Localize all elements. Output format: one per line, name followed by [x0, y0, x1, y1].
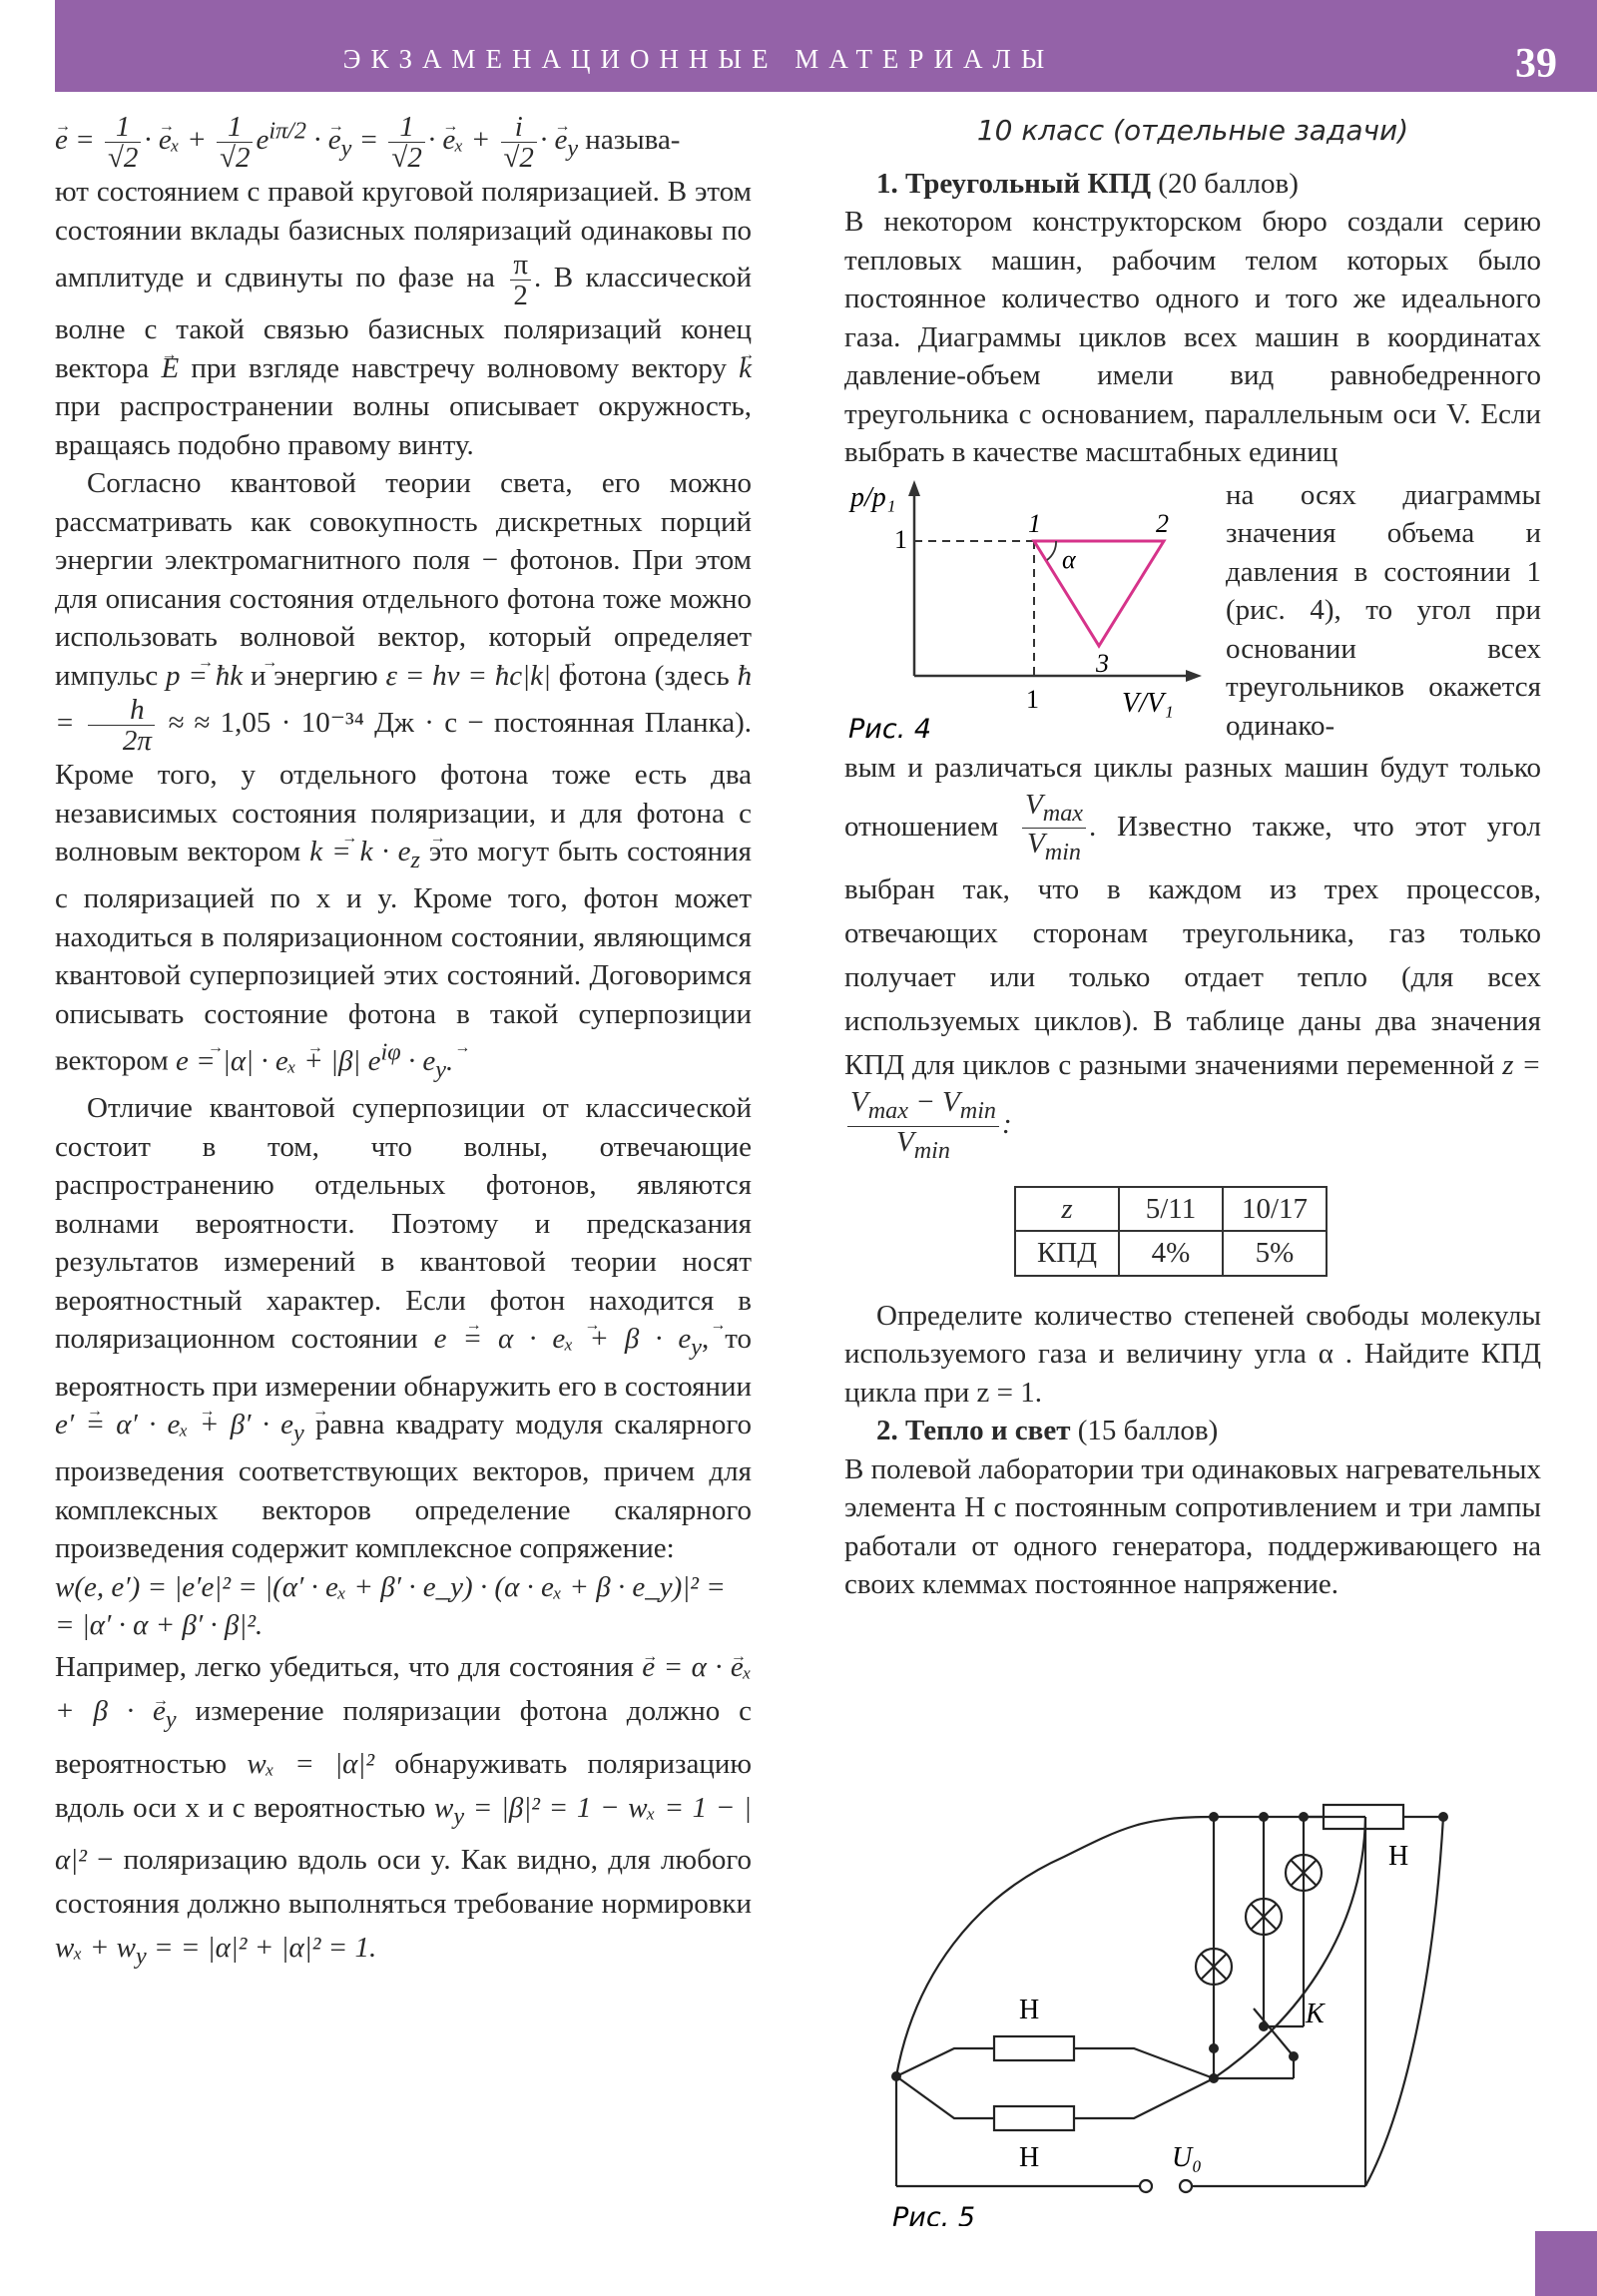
- task1-heading: [844, 165, 1541, 204]
- wire-heater-3-return: [1365, 1817, 1443, 2186]
- eq-probability: w(e, e′) = |e′e|² = |(α′ · eₓ + β′ · e_y) · (α · eₓ + β · e_y)|² =: [55, 1570, 726, 1603]
- heater-1: [994, 2036, 1074, 2060]
- page-header: [55, 0, 1597, 92]
- text: обнаруживать поляризацию вдоль оси x и с вероятностью: [55, 1747, 753, 1824]
- text: Согласно квантовой теории света, его можно рассматривать как совокупность дискретных порций энергии электромагнитного поля − фотонов. При этом для описания состояния отдельного фотона тоже можно использовать волновой вектор, который определяет импульс: [55, 467, 752, 692]
- efficiency-table: [1014, 1186, 1328, 1277]
- table-cell: 10/17: [1223, 1187, 1327, 1232]
- task2-points: (15 баллов): [1077, 1415, 1219, 1447]
- task1-paragraph-2: вым и различаться циклы разных машин будут только отношением $\frac{V_{max}}{V_{min}}$ . Известно также, что этот угол выбран так, что в каждом из трех процессов, отвечающих сторонам треугольника, газ только получает или только отдает тепло (для всех используемых циклов). В таблице даны два значения КПД для циклов с разными значениями переменной z = $\frac{V_{max} - V_{min}}{V_{min}}$ :: [844, 751, 1542, 1164]
- terminal-left: [1140, 2180, 1152, 2192]
- task2-heading: [844, 1412, 1541, 1450]
- heater-3-label: Н: [1388, 1841, 1409, 1872]
- task1-paragraph: В некотором конструкторском бюро создали серию тепловых машин, рабочим телом которых было постоянное количество одного и того же идеального газа. Диаграммы циклов всех машин в координатах давление-объем имели вид равнобедренного треугольника с основанием, параллельным оси V. Если выбрать в качестве масштабных единиц: [844, 206, 1541, 468]
- point-3-label: 3: [1096, 648, 1109, 678]
- text: Отличие квантовой суперпозиции от классической состоит в том, что волны, отвечающие распространению отдельных фотонов, являются волнами вероятности. Поэтому и предсказания результатов измерений в квантовой теории носят вероятностный характер. Если фотон находится в поляризационном состоянии: [55, 1092, 752, 1356]
- y-axis-arrow: [908, 480, 920, 496]
- circuit-diagram: [844, 1787, 1503, 2226]
- left-column: [55, 112, 752, 1979]
- task1-question: Определите количество степеней свободы молекулы используемого газа и величину угла α . Найдите КПД цикла при z = 1.: [844, 1299, 1541, 1409]
- switch-k: [1254, 2009, 1294, 2056]
- wire-heater-2-in: [896, 2076, 994, 2118]
- cycle-triangle: [1034, 541, 1164, 646]
- text: при распространении волны описывает окружность, вращаясь подобно правому винту.: [55, 390, 752, 461]
- table-row: [1015, 1187, 1327, 1232]
- text: ют состоянием с правой круговой поляризацией. В этом состоянии вклады базисных поляризаций одинаковы по амплитуде и сдвинуты по фазе на: [55, 176, 752, 294]
- text: , то вероятность при измерении обнаружить его в состоянии: [55, 1323, 753, 1403]
- table-cell: 5/11: [1119, 1187, 1223, 1232]
- point-1-label: 1: [1028, 508, 1041, 538]
- wire-right-curve: [1214, 1817, 1365, 2078]
- section-subtitle: 10 класс (отдельные задачи): [976, 114, 1409, 147]
- text: − поляризацию вдоль оси y. Как видно, для любого состояния должно выполняться требование нормировки: [55, 1844, 753, 1921]
- page-corner-tab: [1535, 2231, 1597, 2296]
- text: вым и различаться циклы разных машин будут только отношением: [844, 751, 1541, 843]
- text: ≈ 1,05 · 10⁻³⁴ Дж · с − постоянная Планка). Кроме того, у отдельного фотона тоже есть два независимых состояния поляризации, и для фотона с волновым вектором: [55, 707, 753, 867]
- eq-tail: называ-: [585, 124, 681, 157]
- switch-label: K: [1306, 1999, 1325, 2029]
- figure-5-caption: Рис. 5: [892, 2202, 976, 2226]
- x-axis-arrow: [1186, 670, 1202, 682]
- task1-wrap-text: на осях диаграммы значения объема и давления в состоянии 1 (рис. 4), то угол при основании всех треугольников окажется одинако-: [1226, 478, 1541, 742]
- task1-points: (20 баллов): [1158, 167, 1299, 200]
- x-axis-label: V/V₁: [1122, 687, 1174, 719]
- paragraph: Отличие квантовой суперпозиции от классической состоит в том, что волны, отвечающие распространению отдельных фотонов, являются волнами вероятности. Поэтому и предсказания результатов измерений в квантовой теории носят вероятностный характер. Если фотон находится в поляризационном состоянии → e = α · → eₓ + β · → $e_y$, то вероятность при измерении обнаружить его в состоянии → e′ = α′ · → eₓ + β′ · → $e_y$ равна квадрату модуля скалярного произведения соответствующих векторов, причем для комплексных векторов определение скалярного произведения содержит комплексное сопряжение:: [55, 1089, 752, 1568]
- paragraph: Согласно квантовой теории света, его можно рассматривать как совокупность дискретных порций энергии электромагнитного поля − фотонов. При этом для описания состояния отдельного фотона тоже можно использовать волновой вектор, который определяет импульс → p = ħ→ k и энергию ε = hν = ħc|→ k| фотона (здесь ħ = $\frac{h}{2\pi}$ ≈ ≈ 1,05 · 10⁻³⁴ Дж · с − постоянная Планка). Кроме того, у отдельного фотона тоже есть два независимых состояния поляризации, и для фотона с волновым вектором → k = k · → $e_z$ это могут быть состояния с поляризацией по x и y. Кроме того, фотон может находиться в поляризационном состоянии, являющимся квантовой суперпозицией этих состояний. Договоримся описывать состояние фотона в такой суперпозиции вектором → e = |α| · → eₓ + |β| $e^{i\varphi}$ · → $e_y$.: [55, 464, 752, 1089]
- right-column: [844, 112, 1541, 1604]
- text: . В классической волне с такой связью базисных поляризаций конец вектора: [55, 262, 752, 384]
- y-axis-label: p/p₁: [850, 481, 896, 513]
- text: = |α|² + |α|² = 1.: [180, 1932, 377, 1965]
- table-cell: 5%: [1223, 1231, 1327, 1276]
- text: . Известно также, что этот угол выбран так, что в каждом из трех процессов, отвечающих сторонам треугольника, газ только получает или только отдает тепло (для всех используемых циклов). В таблице даны два значения КПД для циклов с разными значениями переменной: [844, 810, 1541, 1082]
- text: это могут быть состояния с поляризацией по x и y. Кроме того, фотон может находиться в поляризационном состоянии, являющимся квантовой суперпозицией этих состояний. Договоримся описывать состояние фотона в такой суперпозиции вектором: [55, 836, 753, 1077]
- paragraph: Например, легко убедиться, что для состояния → e = α · → eₓ + β · → $e_y$ измерение поляризации фотона должно с вероятностью wₓ = |α|² обнаруживать поляризацию вдоль оси x и с вероятностью $w_y = |\beta|^2 = 1 - w_x = 1 - |\alpha|^2$ − поляризацию вдоль оси y. Как видно, для любого состояния должно выполняться требование нормировки $w_x + w_y$ = = |α|² + |α|² = 1.: [55, 1645, 752, 1979]
- wire-heater-1-in: [896, 2048, 994, 2076]
- table-cell: z: [1015, 1187, 1119, 1232]
- figure-4: [844, 476, 1541, 746]
- text: Например, легко убедиться, что для состояния: [55, 1650, 634, 1683]
- heater-2: [994, 2106, 1074, 2130]
- table-cell: 4%: [1119, 1231, 1223, 1276]
- wire-heater-2-out: [1074, 2078, 1214, 2118]
- wire-heater-1-out: [1074, 2048, 1214, 2078]
- voltage-label: U₀: [1172, 2142, 1202, 2173]
- point-2-label: 2: [1156, 508, 1169, 538]
- x-tick-1: 1: [1026, 684, 1039, 714]
- heater-2-label: Н: [1019, 2142, 1040, 2173]
- terminal-right: [1180, 2180, 1192, 2192]
- pv-diagram: [844, 476, 1224, 746]
- alpha-label: α: [1062, 544, 1076, 574]
- text: и энергию: [250, 659, 378, 692]
- header-title: ЭКЗАМЕНАЦИОННЫЕ МАТЕРИАЛЫ: [342, 44, 1055, 74]
- paragraph: ют состоянием с правой круговой поляризацией. В этом состоянии вклады базисных поляризаций одинаковы по амплитуде и сдвинуты по фазе на $\frac{\pi}{2}$ . В классической волне с такой связью базисных поляризаций конец вектора → E при взгляде навстречу волновому вектору → k при распространении волны описывает окружность, вращаясь подобно правому винту.: [55, 173, 752, 464]
- figure-4-caption: Рис. 4: [848, 713, 932, 745]
- heater-1-label: Н: [1019, 1995, 1040, 2025]
- task2-title: 2. Тепло и свет: [876, 1415, 1071, 1447]
- text: при взгляде навстречу волновому вектору: [191, 351, 727, 384]
- text: равна квадрату модуля скалярного произведения соответствующих векторов, причем для комплексных векторов определение скалярного произведения содержит комплексное сопряжение:: [55, 1409, 752, 1565]
- page-number: 39: [1515, 41, 1557, 87]
- text: измерение поляризации фотона должно с вероятностью: [55, 1694, 752, 1780]
- task1-title: 1. Треугольный КПД: [876, 167, 1152, 200]
- eq-circular: → e = $\frac{1}{√2}$ · → eₓ + $\frac{1}{√2}$ $e^{i\pi/2}$ · → $e_y$ = $\frac{1}{√2}$ · → eₓ + $\frac{i}{√2}$ · → $e_y$ называ-: [55, 112, 752, 173]
- table-row: [1015, 1231, 1327, 1276]
- angle-arc: [1047, 541, 1056, 560]
- table-cell: КПД: [1015, 1231, 1119, 1276]
- eq-probability-result: = |α′ · α + β′ · β|².: [55, 1609, 264, 1642]
- y-tick-1: 1: [894, 524, 907, 554]
- task2-paragraph: В полевой лаборатории три одинаковых нагревательных элемента Н с постоянным сопротивлением и три лампы работали от одного генератора, поддерживающего на своих клеммах постоянное напряжение.: [844, 1452, 1541, 1601]
- text: фотона (здесь: [558, 659, 730, 692]
